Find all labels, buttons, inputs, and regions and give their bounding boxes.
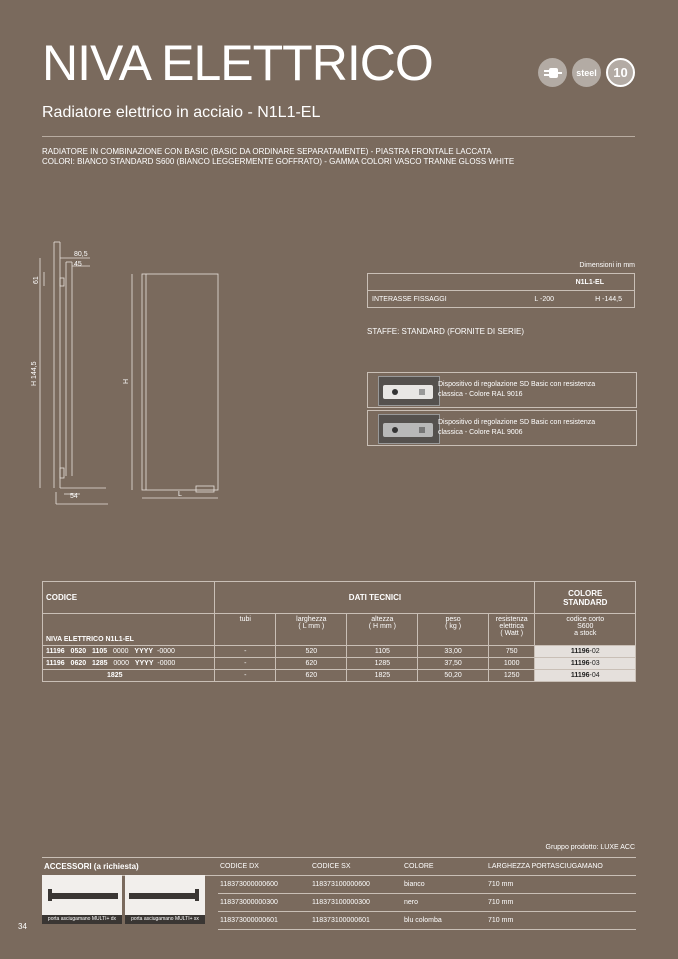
dim-h: H (123, 378, 130, 384)
device-ral-9006 (367, 410, 637, 446)
dim-h-side: H 144,5 (31, 361, 38, 386)
t: a stock (574, 630, 597, 637)
device-line-2: classica - Colore RAL 9006 (438, 429, 523, 436)
page-number: 34 (18, 922, 27, 931)
device-image (378, 376, 440, 406)
larghezza: 620 (276, 670, 347, 682)
tubi: - (215, 670, 276, 682)
watt: 750 (488, 646, 535, 658)
t: -03 (589, 660, 600, 667)
steel-badge: steel (572, 58, 601, 87)
towel-rail-dx-image (42, 875, 122, 915)
fixing-dimensions-table (367, 273, 635, 308)
code-cell (43, 670, 215, 682)
tubi: - (215, 646, 276, 658)
short-code (535, 658, 636, 670)
t: YYYY (134, 660, 154, 667)
t: 11196 (570, 648, 590, 655)
device-ral-9016 (367, 372, 637, 408)
dim-top-80-5: 80,5 (74, 251, 88, 258)
t: -0000 (157, 648, 175, 655)
peso: 50,20 (418, 670, 489, 682)
sub-tubi: tubi (215, 614, 276, 646)
altezza: 1285 (347, 658, 418, 670)
device-image (378, 414, 440, 444)
larghezza: 710 mm (486, 894, 636, 912)
sub-peso (418, 614, 489, 646)
product-group: Gruppo prodotto: LUXE ACC (545, 844, 635, 851)
header-codice-sx: CODICE SX (310, 858, 402, 876)
t: -0000 (157, 660, 176, 667)
code-cell (43, 646, 215, 658)
short-code (535, 670, 636, 682)
header-colore-2: STANDARD (563, 597, 608, 607)
description-line-1: RADIATORE IN COMBINAZIONE CON BASIC (BASIC DA ORDINARE SEPARATAMENTE) - PIASTRA FRONTALE LACCATA (42, 147, 492, 156)
t: -04 (589, 672, 600, 679)
technical-data-table (42, 581, 636, 682)
accessories-title: ACCESSORI (a richiesta) (42, 858, 218, 876)
towel-rail-dx-caption: porta asciugamano MULTI+ dx (42, 915, 122, 924)
t: -02 (589, 648, 600, 655)
peso: 37,50 (418, 658, 489, 670)
t: 1825 (107, 672, 123, 679)
l-value: L -200 (510, 291, 558, 308)
electric-plug-icon (538, 58, 567, 87)
dim-top-45: 45 (74, 261, 82, 268)
t: YYYY (134, 648, 154, 655)
colore: nero (402, 894, 486, 912)
fixing-label: INTERASSE FISSAGGI (368, 291, 511, 308)
tubi: - (215, 658, 276, 670)
t: S600 (577, 623, 594, 630)
warranty-badge: 10 (606, 58, 635, 87)
codice-dx: 118373000000600 (218, 876, 310, 894)
sub-resistenza (488, 614, 535, 646)
codice-sx: 118373100000300 (310, 894, 402, 912)
t: elettrica (499, 623, 524, 630)
t: 11196 (46, 648, 65, 655)
product-description (42, 147, 514, 167)
peso: 33,00 (418, 646, 489, 658)
t: 1285 (91, 660, 108, 667)
watt: 1000 (488, 658, 535, 670)
towel-rail-sx-image (125, 875, 205, 915)
t: 0000 (113, 660, 129, 667)
t: 11196 (570, 660, 590, 667)
dim-l: L (178, 491, 182, 498)
header-codice: CODICE (43, 582, 215, 614)
t: resistenza (495, 616, 528, 623)
header-codice-dx: CODICE DX (218, 858, 310, 876)
table-row (43, 658, 636, 670)
colore: blu colomba (402, 912, 486, 930)
t: 0620 (70, 660, 87, 667)
t: larghezza (296, 616, 327, 623)
altezza: 1105 (347, 646, 418, 658)
t: 11196 (570, 672, 590, 679)
header-colore-1: COLORE (568, 588, 603, 598)
codice-sx: 118373100000600 (310, 876, 402, 894)
model-name: NIVA ELETTRICO N1L1-EL (43, 614, 215, 646)
larghezza: 620 (276, 658, 347, 670)
description-line-2: COLORI: BIANCO STANDARD S600 (BIANCO LEGGERMENTE GOFFRATO) - GAMMA COLORI VASCO TRANNE GLOSS WHITE (42, 157, 515, 166)
t: 0520 (70, 648, 87, 655)
sub-larghezza (276, 614, 347, 646)
t: codice corto (566, 616, 605, 623)
sub-codice-corto (535, 614, 636, 646)
codice-sx: 118373100000601 (310, 912, 402, 930)
t: 11196 (46, 660, 65, 667)
code-cell (43, 658, 215, 670)
sub-altezza (347, 614, 418, 646)
t: ( H mm ) (368, 623, 396, 630)
towel-rail-sx-caption: porta asciugamano MULTI+ sx (125, 915, 205, 924)
header-divider (42, 136, 635, 137)
t: 0000 (113, 648, 129, 655)
dim-left-61: 61 (33, 276, 40, 284)
device-line-1: Dispositivo di regolazione SD Basic con resistenza (438, 419, 596, 426)
table-row (43, 670, 636, 682)
header-colore: COLORE (402, 858, 486, 876)
device-line-1: Dispositivo di regolazione SD Basic con resistenza (438, 381, 596, 388)
codice-dx: 118373000000601 (218, 912, 310, 930)
header-dati-tecnici: DATI TECNICI (215, 582, 535, 614)
header-larghezza: LARGHEZZA PORTASCIUGAMANO (486, 858, 636, 876)
watt: 1250 (488, 670, 535, 682)
t: peso (445, 616, 461, 623)
larghezza: 710 mm (486, 912, 636, 930)
header-colore (535, 582, 636, 614)
t: ( kg ) (445, 623, 462, 630)
altezza: 1825 (347, 670, 418, 682)
device-line-2: classica - Colore RAL 9016 (438, 391, 523, 398)
dimensions-unit-label: Dimensioni in mm (579, 262, 635, 269)
larghezza: 520 (276, 646, 347, 658)
dim-bottom-54: 54 (70, 493, 78, 500)
technical-drawing (28, 236, 228, 526)
t: 1105 (91, 648, 108, 655)
page-subtitle: Radiatore elettrico in acciaio - N1L1-EL (42, 104, 321, 121)
table-row (43, 646, 636, 658)
t: ( L mm ) (298, 623, 325, 630)
t: ( Watt ) (500, 630, 524, 637)
colore: bianco (402, 876, 486, 894)
t: altezza (371, 616, 394, 623)
staffe-note: STAFFE: STANDARD (FORNITE DI SERIE) (367, 327, 525, 336)
h-value: H -144,5 (558, 291, 635, 308)
page-title: NIVA ELETTRICO (42, 35, 433, 91)
model-header: N1L1-EL (368, 274, 635, 291)
codice-dx: 118373000000300 (218, 894, 310, 912)
short-code (535, 646, 636, 658)
larghezza: 710 mm (486, 876, 636, 894)
